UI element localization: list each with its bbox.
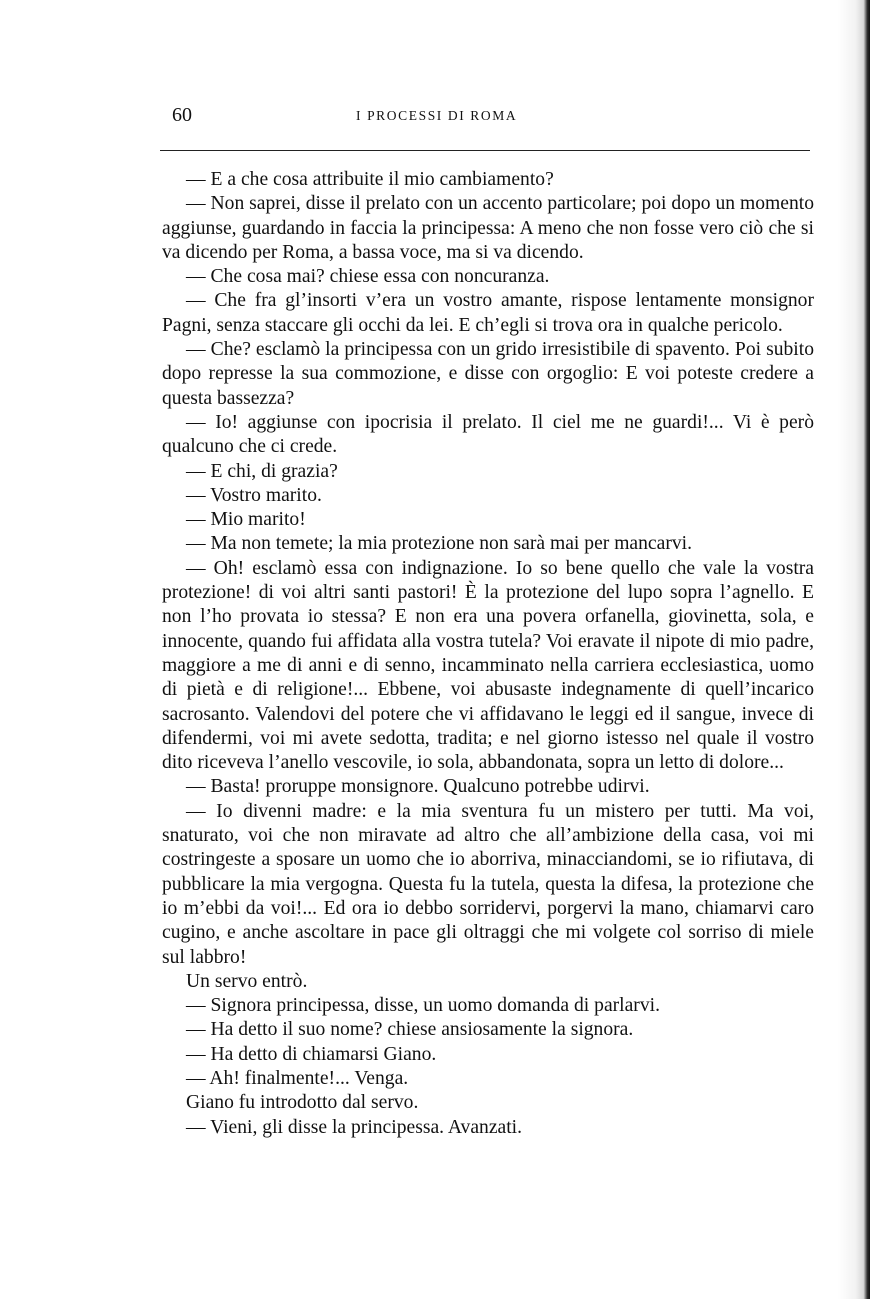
paragraph-6: — Io! aggiunse con ipocrisia il prelato. Il ciel me ne guardi!... Vi è però qualcuno che ci crede.	[162, 411, 814, 458]
paragraph-14: Un servo entrò.	[186, 970, 308, 992]
paragraph-1: — E a che cosa attribuite il mio cambiamento?	[186, 169, 554, 190]
page-number: 60	[172, 104, 192, 126]
paragraph-8: — Vostro marito.	[186, 484, 322, 506]
paragraph-15: — Signora principessa, disse, un uomo domanda di parlarvi.	[186, 995, 660, 1017]
paragraph-2: — Non saprei, disse il prelato con un accento particolare; poi dopo un momento aggiunse, guardando in faccia la principessa: A meno che non fosse vero ciò che si va dicendo per Roma, a bassa voce, ma si va dicendo.	[162, 193, 814, 263]
running-title: I PROCESSI DI ROMA	[356, 108, 518, 123]
paragraph-18: — Ah! finalmente!... Venga.	[186, 1067, 409, 1089]
paragraph-9: — Mio marito!	[186, 509, 306, 531]
paragraph-17: — Ha detto di chiamarsi Giano.	[186, 1043, 437, 1065]
paragraph-19: Giano fu introdotto dal servo.	[186, 1092, 419, 1114]
body-text	[162, 168, 814, 1140]
header-rule	[160, 150, 810, 151]
paragraph-20: — Vieni, gli disse la principessa. Avanzati.	[186, 1116, 523, 1138]
paragraph-4: — Che fra gl’insorti v’era un vostro amante, rispose lentamente monsignor Pagni, senza staccare gli occhi da lei. E ch’egli si trova ora in qualche pericolo.	[162, 290, 814, 336]
paragraph-3: — Che cosa mai? chiese essa con noncuranza.	[186, 266, 550, 288]
paragraph-16: — Ha detto il suo nome? chiese ansiosamente la signora.	[186, 1019, 634, 1041]
paragraph-13: — Io divenni madre: e la mia sventura fu un mistero per tutti. Ma voi, snaturato, voi che non miravate ad altro che all’ambizione della casa, voi mi costringeste a sposare un uomo che io aborriva, minacciandomi, se io rifiutava, di pubblicare la mia vergogna. Questa fu la tutela, questa la difesa, la protezione che io m’ebbi da voi!... Ed ora io debbo sorridervi, porgervi la mano, chiamarvi caro cugino, e anche ascoltare in pace gli oltraggi che mi volgete col sorriso di miele sul labbro!	[162, 800, 814, 968]
paragraph-12: — Basta! proruppe monsignore. Qualcuno potrebbe udirvi.	[186, 776, 650, 798]
paragraph-10: — Ma non temete; la mia protezione non sarà mai per mancarvi.	[186, 533, 692, 555]
paragraph-7: — E chi, di grazia?	[186, 460, 338, 482]
paragraph-5: — Che? esclamò la principessa con un grido irresistibile di spavento. Poi subito dopo represse la sua commozione, e disse con orgoglio: E voi poteste credere a questa bassezza?	[162, 339, 814, 409]
paragraph-11: — Oh! esclamò essa con indignazione. Io so bene quello che vale la vostra protezione! di voi altri santi pastori! È la protezione del lupo sopra l’agnello. E non l’ho provata io stessa? E non era una povera orfanella, giovinetta, sola, e innocente, quando fui affidata alla vostra tutela? Voi eravate il nipote di mio padre, maggiore a me di anni e di senno, incamminato nella carriera ecclesiastica, uomo di pietà e di religione!... Ebbene, voi abusaste indegnamente di quell’incarico sacrosanto. Valendovi del potere che vi affidavano le leggi ed il sangue, invece di difendermi, voi mi avete sedotta, tradita; e nel giorno istesso nel quale il vostro dito riceveva l’anello vescovile, io sola, abbandonata, sopra un letto di dolore...	[162, 557, 814, 774]
scan-page-edge	[838, 0, 870, 1299]
